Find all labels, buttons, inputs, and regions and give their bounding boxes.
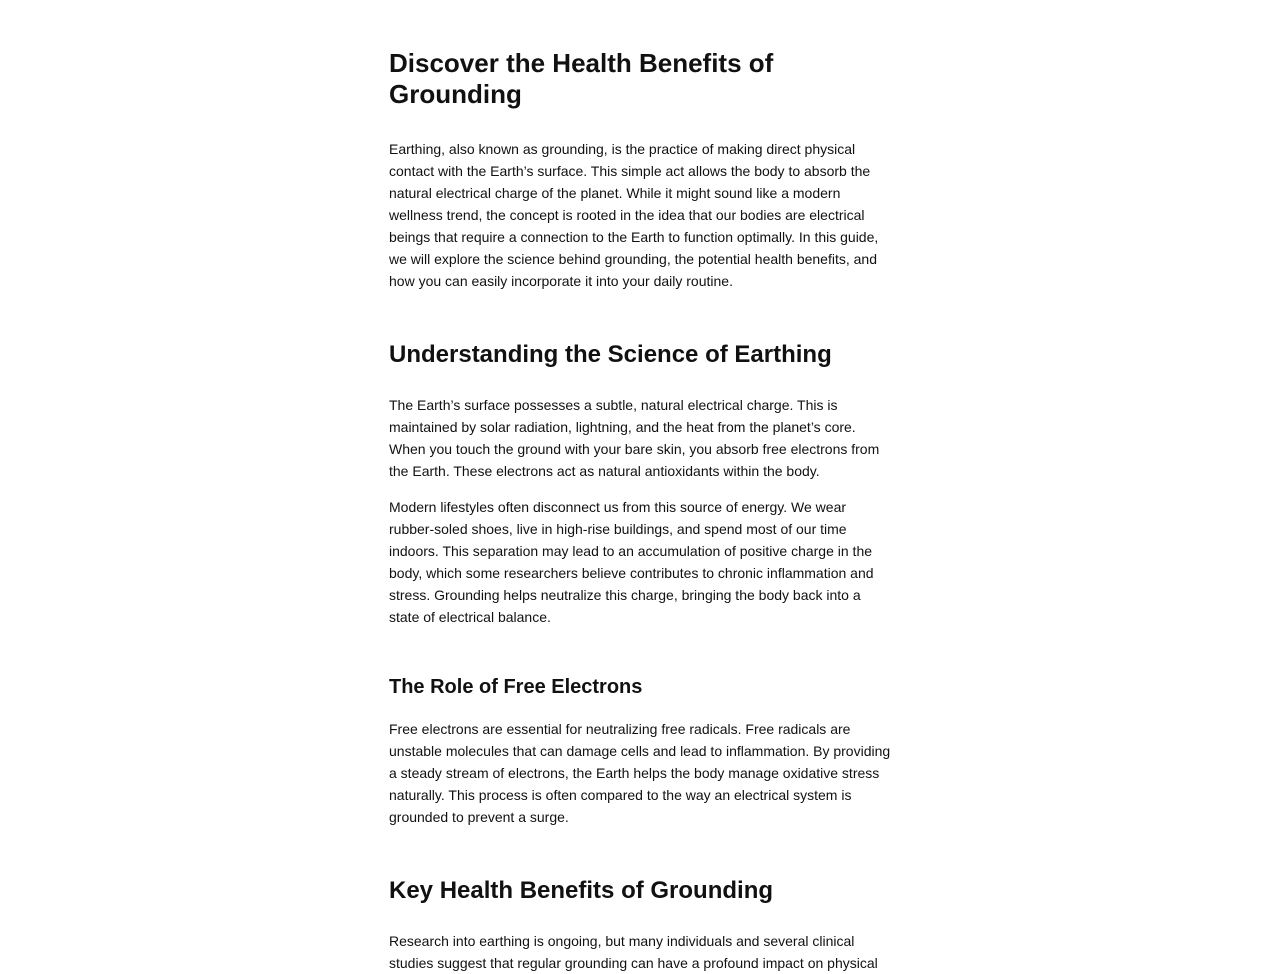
section-spacer [389,842,891,876]
section-heading-benefits: Key Health Benefits of Grounding [389,877,774,904]
benefits-paragraph-1: Research into earthing is ongoing, but many individuals and several clinical studies suggest that regular grounding can have a profound impact on physical [389,933,878,971]
subsection-heading-free-electrons: The Role of Free Electrons [389,676,643,698]
science-paragraph-2: Modern lifestyles often disconnect us from this source of energy. We wear rubber-soled shoes, live in high-rise buildings, and spend most of our time indoors. This separation may lead to an accumulation of positive charge in the body, which some researchers believe contributes to chronic inflammation and stress. Grounding helps neutralize this charge, bringing the body back into a state of electrical balance. [389,499,874,625]
page-title: Discover the Health Benefits of Grounding [389,48,774,109]
intro-paragraph: Earthing, also known as grounding, is the practice of making direct physical contact with the Earth’s surface. This simple act allows the body to absorb the natural electrical charge of the planet. While it might sound like a modern wellness trend, the concept is rooted in the idea that our bodies are electrical beings that require a connection to the Earth to function optimally. In this guide, we will explore the science behind grounding, the potential health benefits, and how you can easily incorporate it into your daily routine. [389,141,879,289]
free-electrons-paragraph: Free electrons are essential for neutralizing free radicals. Free radicals are unstable molecules that can damage cells and lead to inflammation. By providing a steady stream of electrons, the Earth helps the body manage oxidative stress naturally. This process is often compared to the way an electrical system is grounded to prevent a surge. [389,721,891,825]
section-heading-science: Understanding the Science of Earthing [389,341,832,368]
subsection-spacer [389,642,891,674]
section-spacer [389,306,891,340]
article [389,0,891,974]
science-paragraph-1: The Earth’s surface possesses a subtle, natural electrical charge. This is maintained by solar radiation, lightning, and the heat from the planet’s core. When you touch the ground with your bare skin, you absorb free electrons from the Earth. These electrons act as natural antioxidants within the body. [389,397,880,479]
